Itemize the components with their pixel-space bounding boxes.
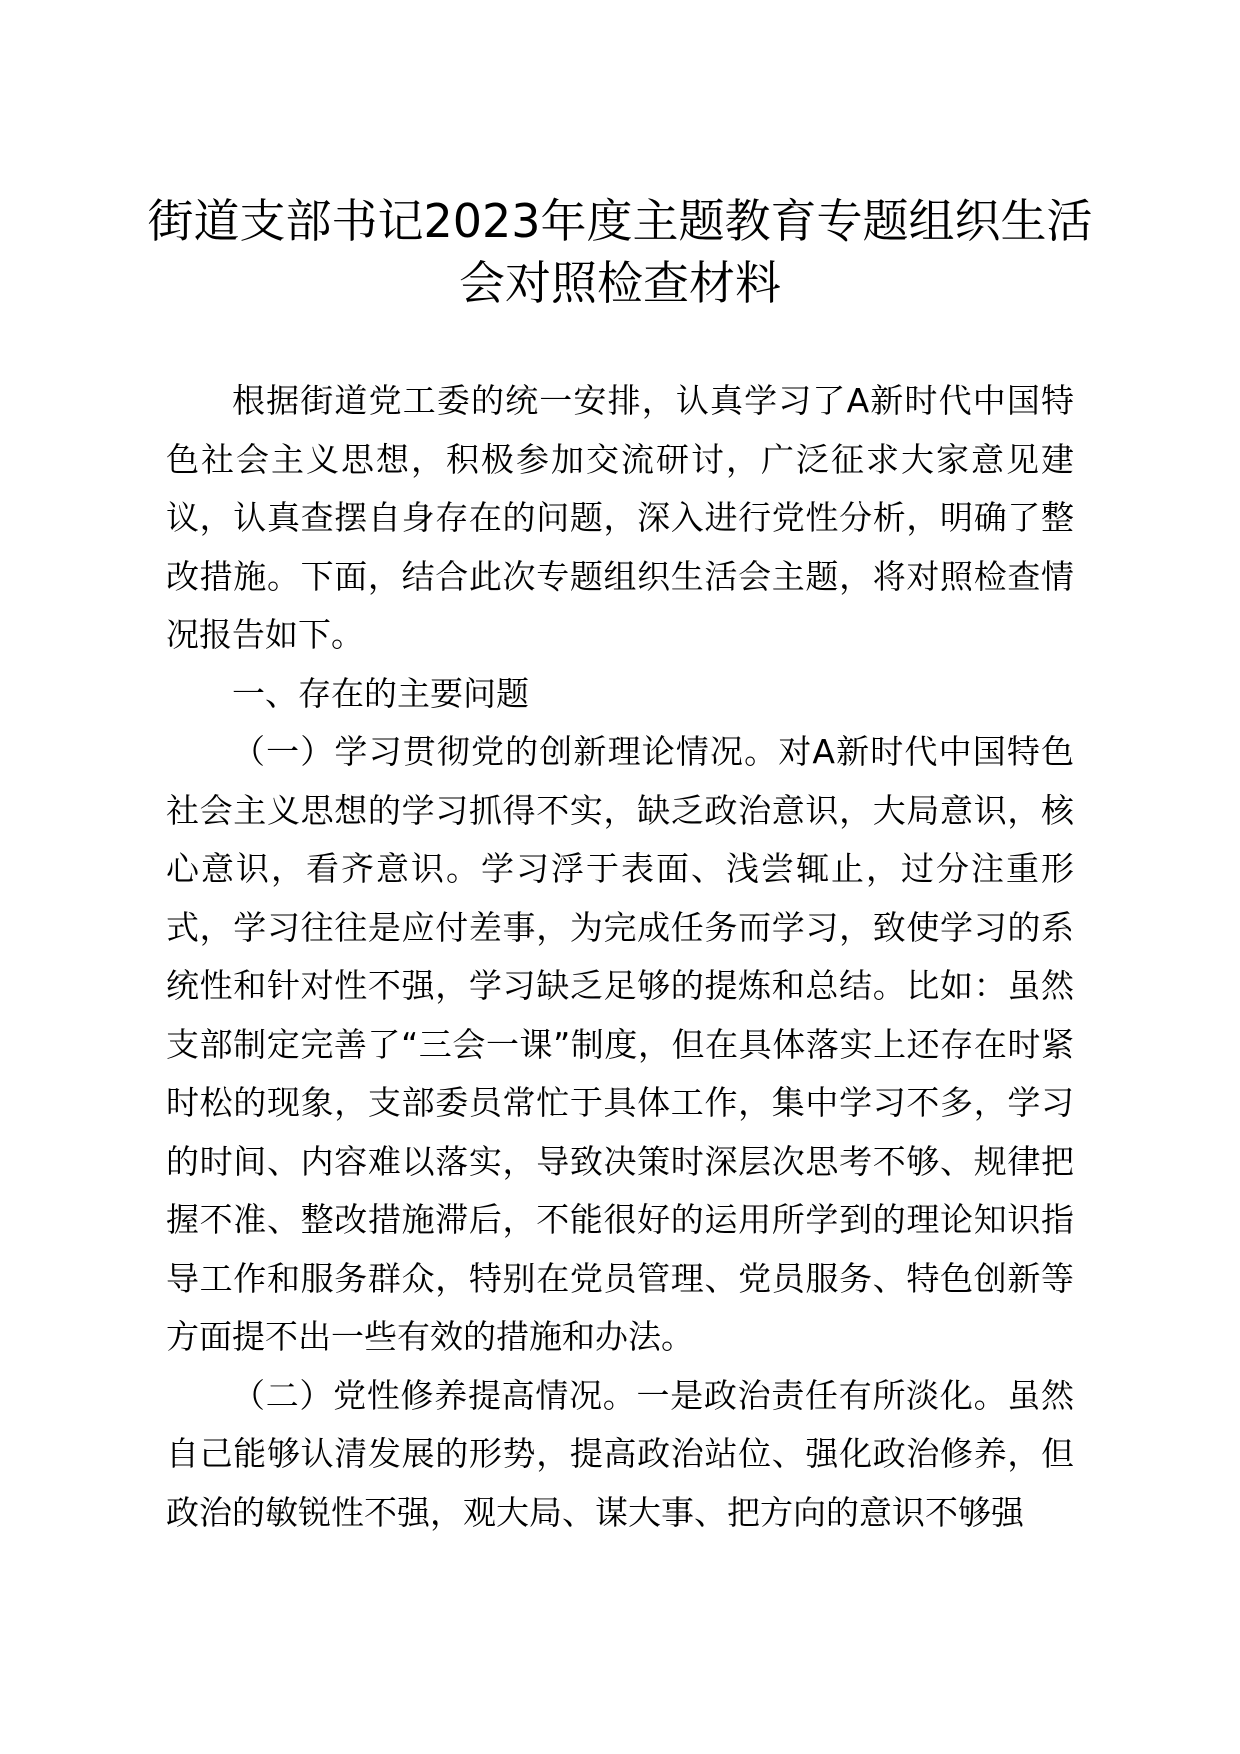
paragraph-theory-study: （一）学习贯彻党的创新理论情况。对A新时代中国特色社会主义思想的学习抓得不实，缺乏政治意识，大局意识，核心意识，看齐意识。学习浮于表面、浅尝辄止，过分注重形式，学习往往是应付差事，为完成任务而学习，致使学习的系统性和针对性不强，学习缺乏足够的提炼和总结。比如：虽然支部制定完善了“三会一课”制度，但在具体落实上还存在时紧时松的现象，支部委员常忙于具体工作，集中学习不多，学习的时间、内容难以落实，导致决策时深层次思考不够、规律把握不准、整改措施滞后，不能很好的运用所学到的理论知识指导工作和服务群众，特别在党员管理、党员服务、特色创新等方面提不出一些有效的措施和办法。	[166, 732, 1074, 1356]
paragraph-intro: 根据街道党工委的统一安排，认真学习了A新时代中国特色社会主义思想，积极参加交流研讨，广泛征求大家意见建议，认真查摆自身存在的问题，深入进行党性分析，明确了整改措施。下面，结合此次专题组织生活会主题，将对照检查情况报告如下。	[166, 381, 1074, 654]
section-heading-main-problems: 一、存在的主要问题	[232, 673, 529, 713]
document-body	[166, 372, 1074, 1542]
document-title: 街道支部书记2023年度主题教育专题组织生活会对照检查材料	[147, 194, 1093, 310]
paragraph-party-spirit: （二）党性修养提高情况。一是政治责任有所淡化。虽然自己能够认清发展的形势，提高政治站位、强化政治修养，但政治的敏锐性不强，观大局、谋大事、把方向的意识不够强	[166, 1375, 1074, 1532]
